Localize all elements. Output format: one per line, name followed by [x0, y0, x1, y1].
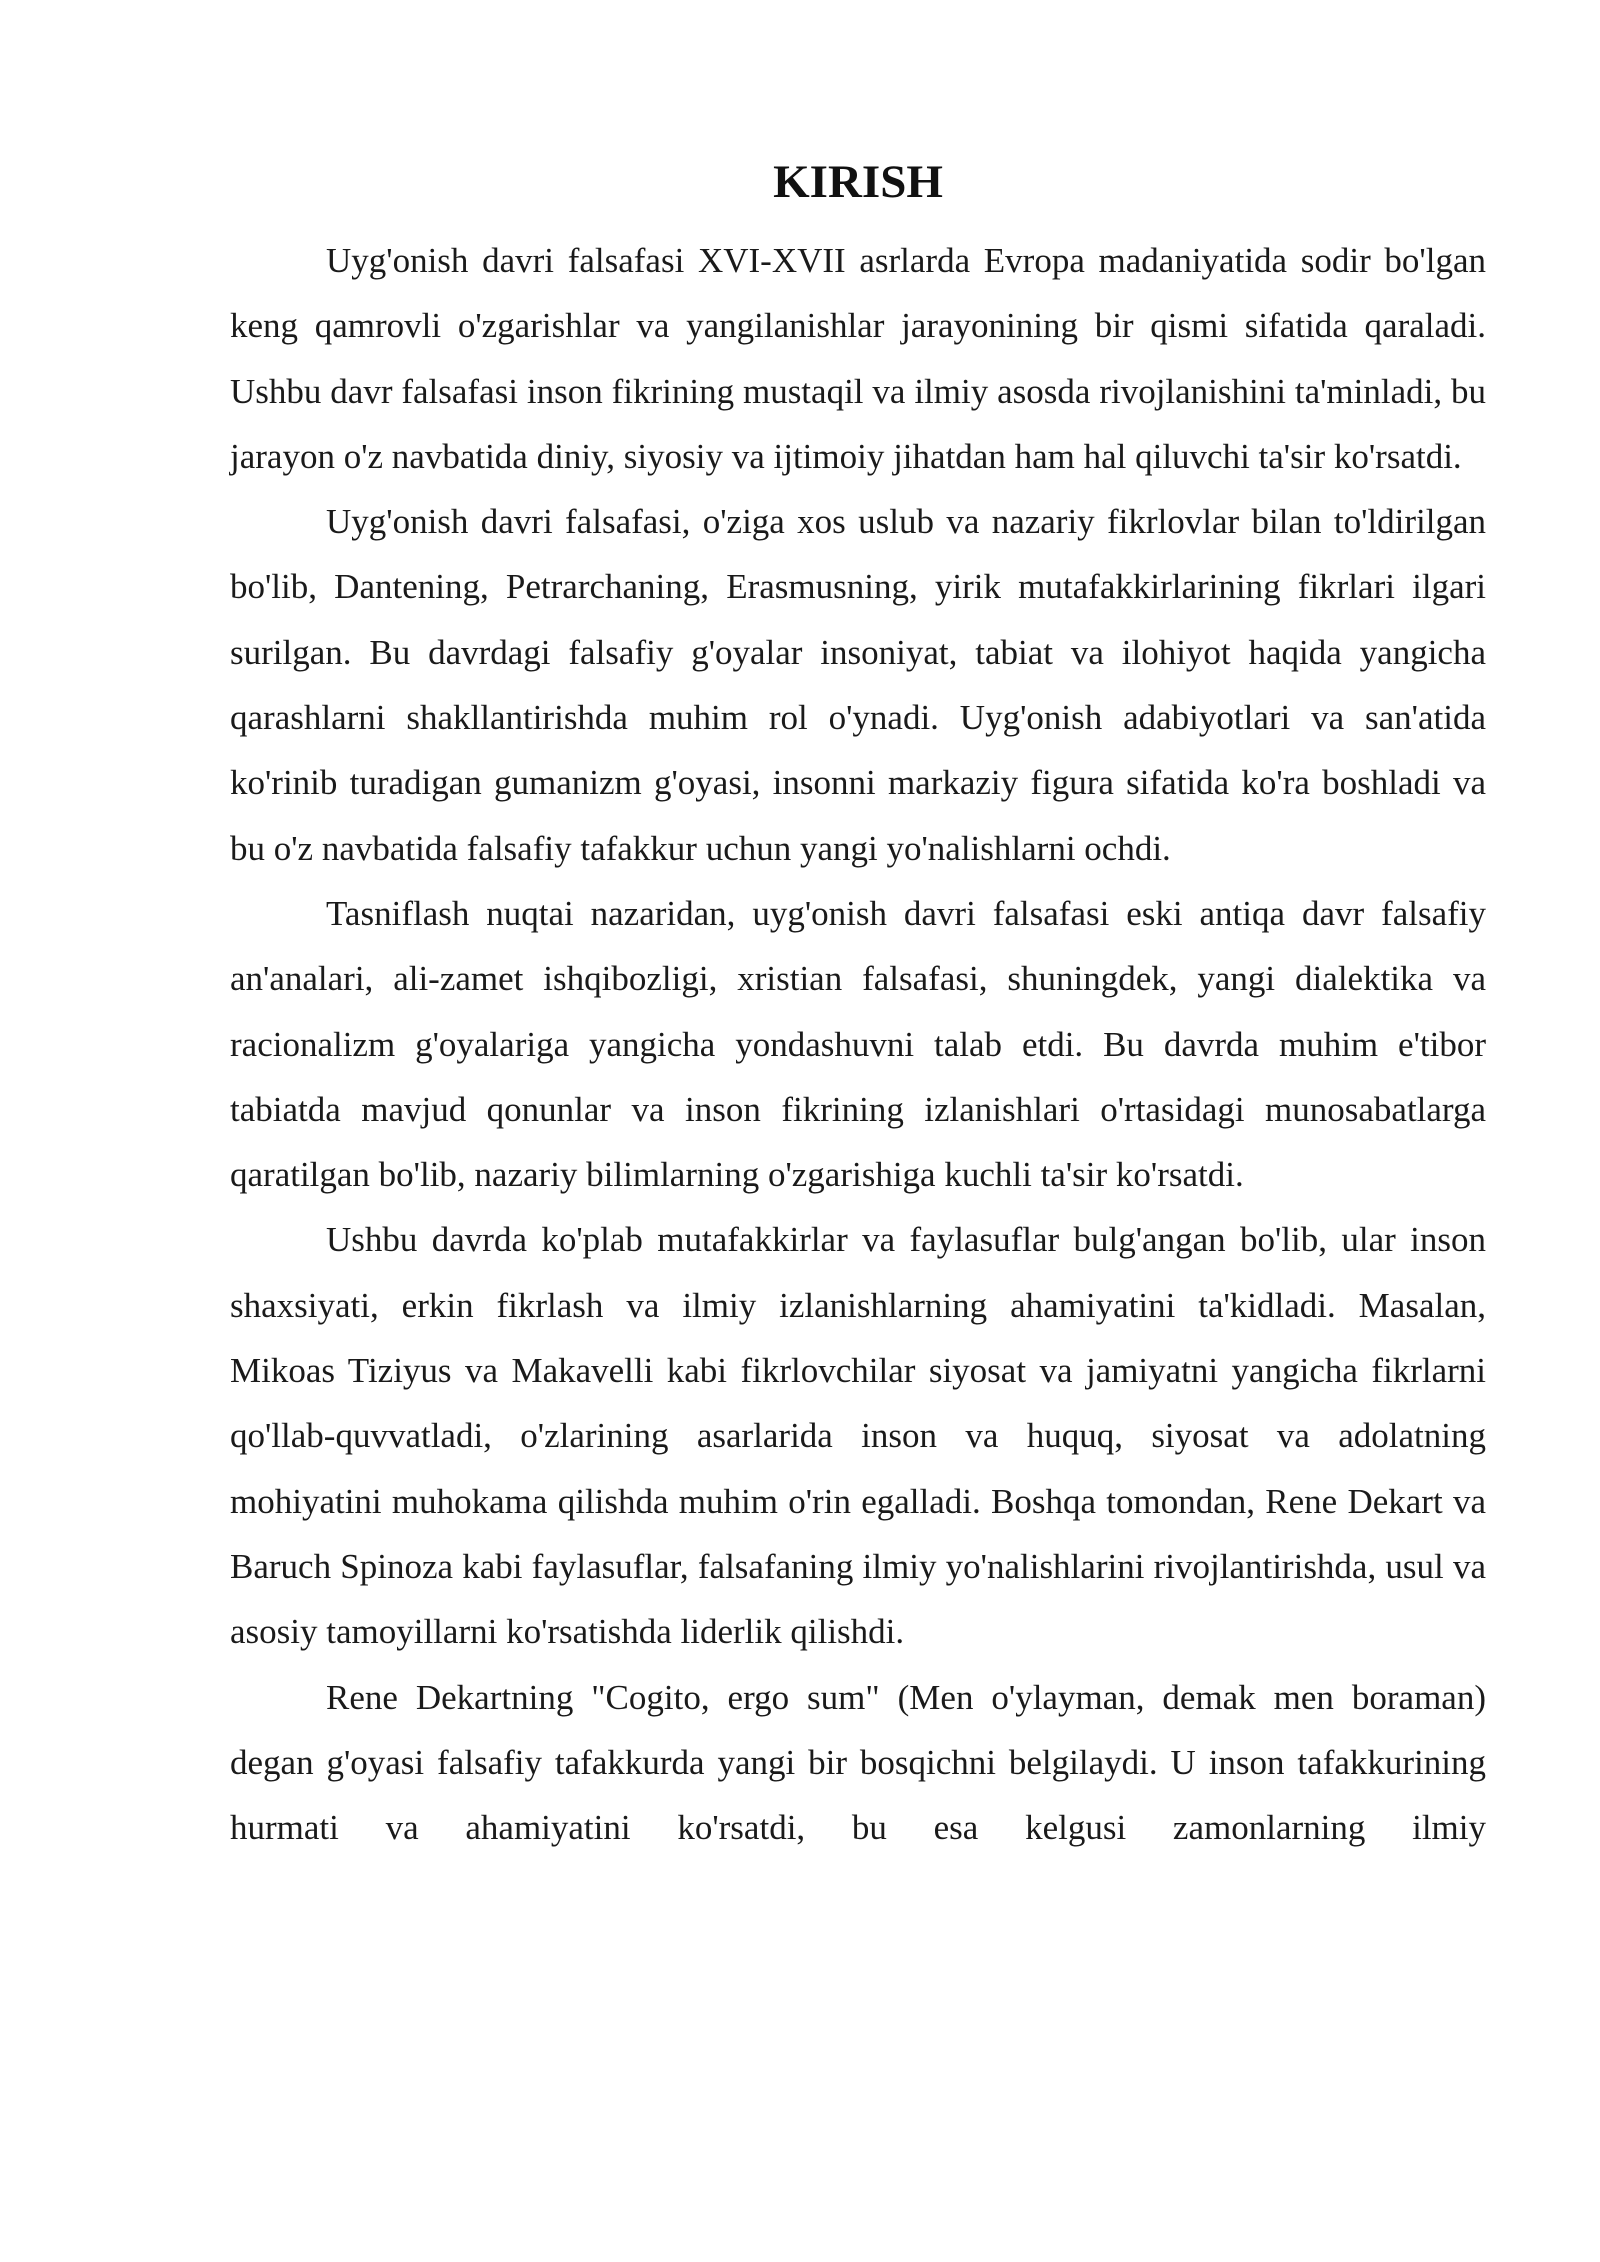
paragraph-1: Uyg'onish davri falsafasi XVI-XVII asrlarda Evropa madaniyatida sodir bo'lgan keng qamrovli o'zgarishlar va yangilanishlar jarayonining bir qismi sifatida qaraladi. Ushbu davr falsafasi inson fikrining mustaqil va ilmiy asosda rivojlanishini ta'minladi, bu jarayon o'z navbatida diniy, siyosiy va ijtimoiy jihatdan ham hal qiluvchi ta'sir ko'rsatdi. [230, 241, 1486, 476]
paragraph-2: Uyg'onish davri falsafasi, o'ziga xos uslub va nazariy fikrlovlar bilan to'ldirilgan bo'lib, Dantening, Petrarchaning, Erasmusning, yirik mutafakkirlarining fikrlari ilgari surilgan. Bu davrdagi falsafiy g'oyalar insoniyat, tabiat va ilohiyot haqida yangicha qarashlarni shakllantirishda muhim rol o'ynadi. Uyg'onish adabiyotlari va san'atida ko'rinib turadigan gumanizm g'oyasi, insonni markaziy figura sifatida ko'ra boshladi va bu o'z navbatida falsafiy tafakkur uchun yangi yo'nalishlarni ochdi. [230, 502, 1486, 868]
document-body [230, 228, 1486, 1860]
paragraph-5: Rene Dekartning "Cogito, ergo sum" (Men o'ylayman, demak men boraman) degan g'oyasi falsafiy tafakkurda yangi bir bosqichni belgilaydi. U inson tafakkurining hurmati va ahamiyatini ko'rsatdi, bu esa kelgusi zamonlarning ilmiy [230, 1677, 1486, 1848]
paragraph-3: Tasniflash nuqtai nazaridan, uyg'onish davri falsafasi eski antiqa davr falsafiy an'analari, ali-zamet ishqibozligi, xristian falsafasi, shuningdek, yangi dialektika va racionalizm g'oyalariga yangicha yondashuvni talab etdi. Bu davrda muhim e'tibor tabiatda mavjud qonunlar va inson fikrining izlanishlari o'rtasidagi munosabatlarga qaratilgan bo'lib, nazariy bilimlarning o'zgarishiga kuchli ta'sir ko'rsatdi. [230, 893, 1486, 1195]
paragraph-4: Ushbu davrda ko'plab mutafakkirlar va faylasuflar bulg'angan bo'lib, ular inson shaxsiyati, erkin fikrlash va ilmiy izlanishlarning ahamiyatini ta'kidladi. Masalan, Mikoas Tiziyus va Makavelli kabi fikrlovchilar siyosat va jamiyatni yangicha fikrlarni qo'llab-quvvatladi, o'zlarining asarlarida inson va huquq, siyosat va adolatning mohiyatini muhokama qilishda muhim o'rin egalladi. Boshqa tomondan, Rene Dekart va Baruch Spinoza kabi faylasuflar, falsafaning ilmiy yo'nalishlarini rivojlantirishda, usul va asosiy tamoyillarni ko'rsatishda liderlik qilishdi. [230, 1220, 1486, 1652]
document-heading: KIRISH [773, 156, 943, 208]
